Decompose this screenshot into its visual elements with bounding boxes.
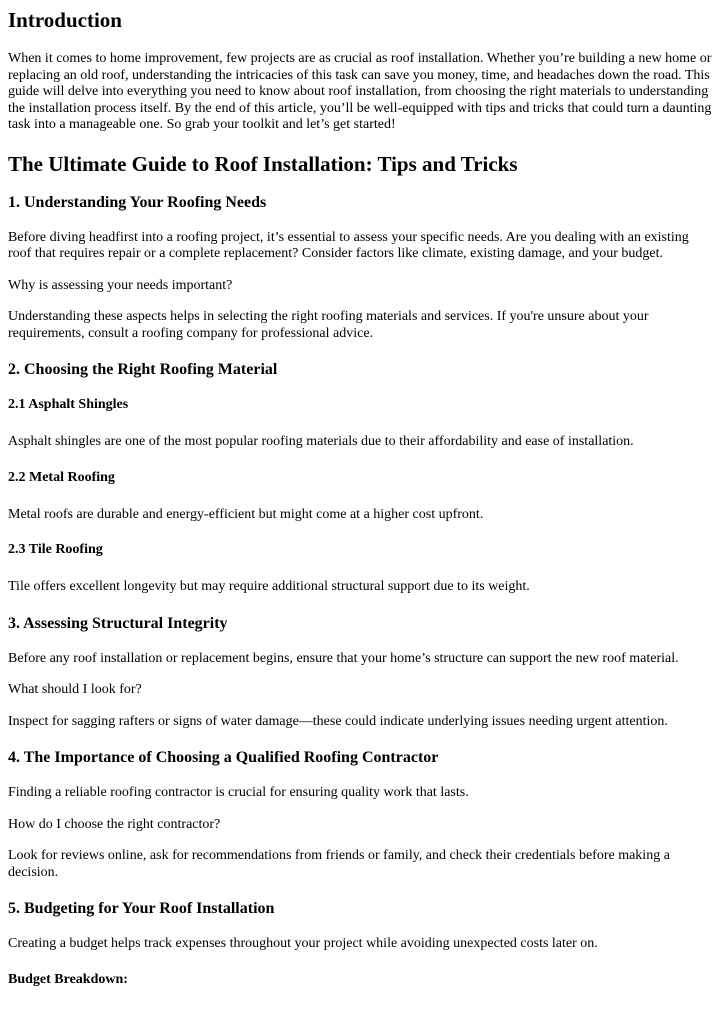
guide-title: The Ultimate Guide to Roof Installation: Tips and Tricks [8,151,518,176]
section-1-heading: 1. Understanding Your Roofing Needs [8,193,267,211]
subsection-2-3-paragraph: Tile offers excellent longevity but may require additional structural support due to its weight. [8,579,530,594]
section-1-question: Why is assessing your needs important? [8,277,233,293]
intro-heading: Introduction [8,8,122,32]
section-5-heading: 5. Budgeting for Your Roof Installation [8,900,275,917]
section-4-question: How do I choose the right contractor? [8,816,221,832]
subsection-2-3-heading: 2.3 Tile Roofing [8,542,103,557]
section-3-heading: 3. Assessing Structural Integrity [8,614,228,632]
subsection-2-1-heading: 2.1 Asphalt Shingles [8,397,129,412]
section-5-paragraph: Creating a budget helps track expenses throughout your project while avoiding unexpected costs later on. [8,936,598,951]
section-1-paragraph: Before diving headfirst into a roofing project, it’s essential to assess your specific needs. Are you dealing with an existing roof that requires repair or a complete replacement? Consider factors like climate, existing damage, and your budget. [8,229,689,261]
subsection-2-1-paragraph: Asphalt shingles are one of the most popular roofing materials due to their affordability and ease of installation. [8,434,634,449]
section-4-answer: Look for reviews online, ask for recommendations from friends or family, and check their credentials before making a decision. [8,848,670,880]
section-3-answer: Inspect for sagging rafters or signs of water damage—these could indicate underlying issues needing urgent attention. [8,713,668,729]
subsection-2-2-paragraph: Metal roofs are durable and energy-efficient but might come at a higher cost upfront. [8,506,484,522]
section-4-paragraph: Finding a reliable roofing contractor is crucial for ensuring quality work that lasts. [8,785,469,800]
subsection-2-2-heading: 2.2 Metal Roofing [8,469,115,485]
section-2-heading: 2. Choosing the Right Roofing Material [8,361,278,378]
intro-paragraph: When it comes to home improvement, few projects are as crucial as roof installation. Whether you’re building a new home or replacing an old roof, understanding the intricacies of this task can save you money, time, and headaches down the road. This guide will delve into everything you need to know about roof installation, from choosing the right materials to understanding the installation process itself. By the end of this article, you’ll be well-equipped with tips and tricks that could turn a daunting task into a manageable one. So grab your toolkit and let’s get started! [8,51,712,132]
section-3-question: What should I look for? [8,682,142,697]
section-3-paragraph: Before any roof installation or replacement begins, ensure that your home’s structure can support the new roof material. [8,650,679,666]
section-4-heading: 4. The Importance of Choosing a Qualified Roofing Contractor [8,749,439,766]
budget-breakdown-heading: Budget Breakdown: [8,971,128,987]
section-1-answer: Understanding these aspects helps in selecting the right roofing materials and services. If you're unsure about your requirements, consult a roofing company for professional advice. [8,309,649,341]
